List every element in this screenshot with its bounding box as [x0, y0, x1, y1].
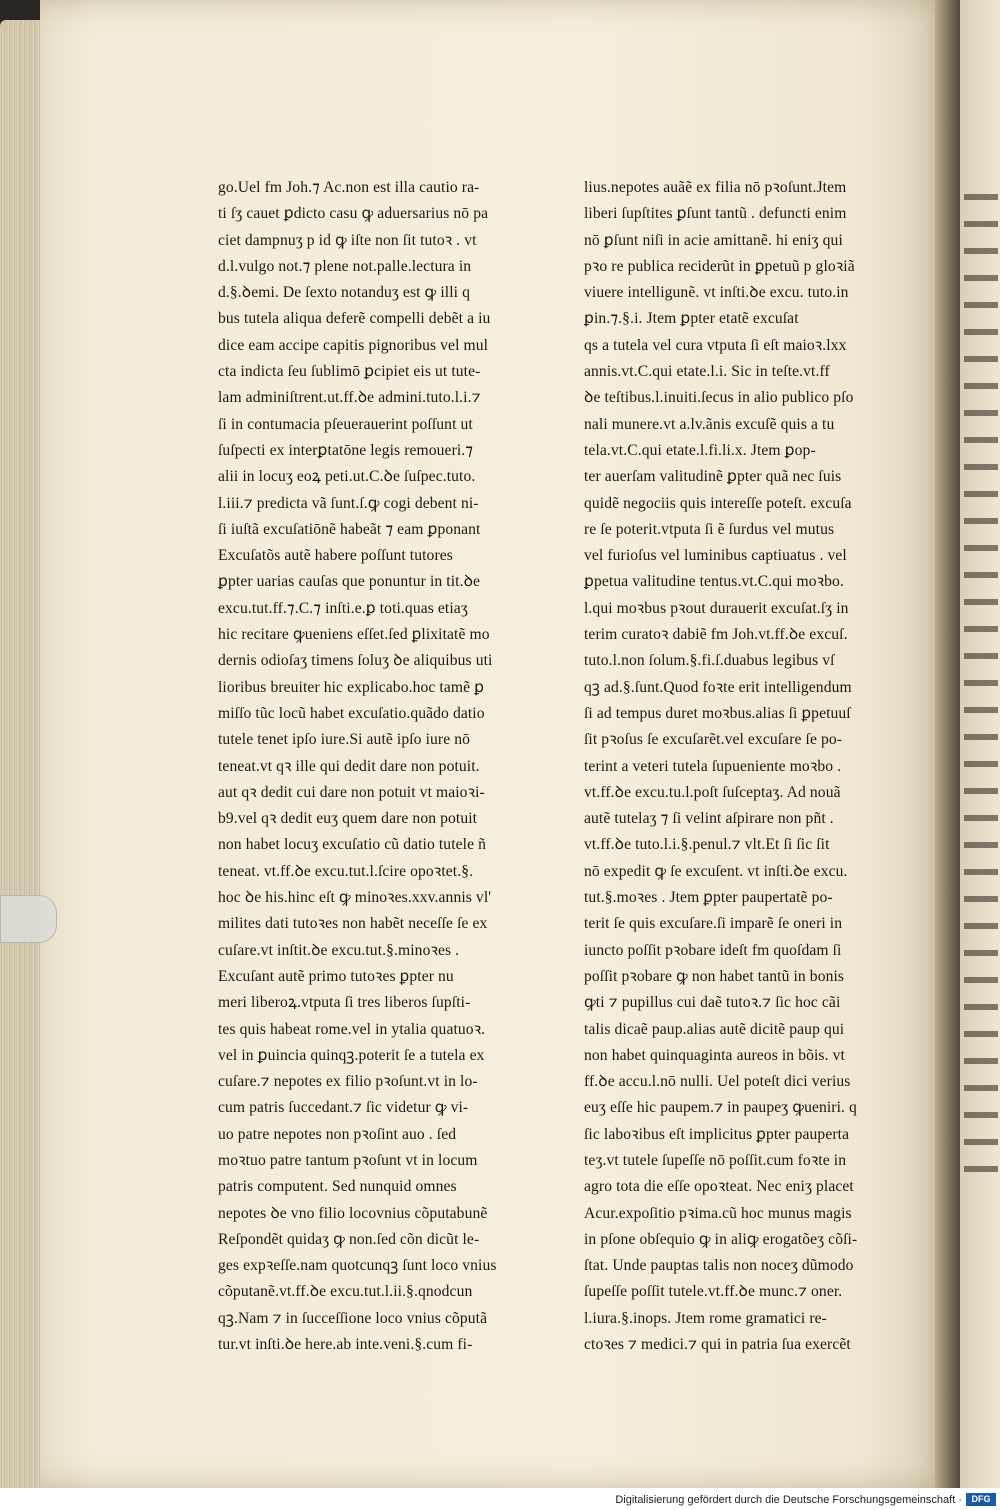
text-line: Excuſatõs autẽ habere poſſunt tutores	[218, 547, 453, 565]
text-line: non habet quinquaginta aureos in bõis. vt	[584, 1046, 845, 1064]
text-line: cum patris ſuccedant.⁊ ſic videtur ꝙ vi-	[218, 1099, 469, 1117]
text-line: cõputanẽ.vt.ff.ꝺe excu.tut.l.ii.§.qnodcun	[218, 1283, 473, 1301]
text-line: euʒ eſſe hic paupem.⁊ in paupeʒ ꝙueniri. q	[584, 1099, 857, 1117]
text-line: milites dati tutoꝛes non habẽt neceſſe ſe ex	[218, 915, 488, 933]
text-line: nō expedit ꝙ ſe excuſent. vt inſti.ꝺe excu.	[584, 862, 848, 880]
text-line: annis.vt.C.qui etate.l.i. Sic in teſte.vt.ff	[584, 363, 830, 381]
text-line: hoc ꝺe his.hinc eſt ꝙ minoꝛes.xxv.annis vl'	[218, 889, 492, 907]
text-line: viuere intelligunẽ. vt inſti.ꝺe excu. tuto.in	[584, 284, 849, 302]
text-line: ti ſʒ cauet ꝑdicto casu ꝙ aduersarius nō pa	[218, 205, 489, 223]
text-line: lius.nepotes auãẽ ex filia nō pꝛoſunt.Jtem	[584, 179, 847, 196]
text-line: re ſe poterit.vtputa ſi ẽ ſurdus vel mutus	[584, 520, 835, 538]
text-line: cuſare.vt inſtit.ꝺe excu.tut.§.minoꝛes .	[218, 941, 460, 959]
facing-page-edge	[960, 0, 1000, 1488]
text-line: patris computent. Sed nunquid omnes	[218, 1178, 457, 1196]
text-line: nepotes ꝺe vno filio locovnius cõputabunẽ	[218, 1204, 488, 1222]
text-line: tutele tenet ipſo iure.Si autẽ ipſo iure nō	[218, 731, 471, 749]
text-line: teʒ.vt tutele ſupeſſe nō poſſit.cum foꝛte in	[584, 1151, 847, 1169]
text-line: ter auerſam valitudinẽ ꝑpter quã nec ſuis	[584, 468, 842, 486]
text-line: ſtat. Unde pauptas talis non noceʒ dũmodo	[584, 1257, 854, 1275]
text-line: ſic laboꝛibus eſt implicitus ꝑpter pauperta	[584, 1125, 850, 1143]
text-line: liberi ſupſtites ꝑſunt tantũ . defuncti enim	[584, 205, 847, 223]
facing-page-text-fragment	[964, 180, 998, 1180]
text-line: dernis odioſaʒ timens ſoluʒ ꝺe aliquibus uti	[218, 652, 493, 670]
text-line: ꝑpter uarias cauſas que ponuntur in tit.ꝺe	[218, 573, 481, 591]
text-line: iuncto poſſit pꝛobare ideſt fm quoſdam ſi	[584, 941, 842, 959]
text-line: meri liberoꝝ.vtputa ſi tres liberos ſupſti-	[218, 994, 471, 1012]
text-line: l.iura.§.inops. Jtem rome gramatici re-	[584, 1309, 827, 1327]
text-line: b9.vel qꝛ dedit euʒ quem dare non potuit	[218, 810, 478, 828]
text-line: nali munere.vt a.lv.ãnis excuſẽ quis a tu	[584, 415, 835, 433]
text-line: Excuſant autẽ primo tutoꝛes ꝑpter nu	[218, 967, 454, 985]
text-line: qꝫ ad.§.ſunt.Quod foꝛte erit intelligendum	[584, 678, 852, 696]
footer-credit: Digitalisierung gefördert durch die Deutsche Forschungsgemeinschaft ·	[615, 1494, 962, 1506]
text-line: ſuſpecti ex interꝑtatōne legis remoueri.⁊	[218, 441, 474, 459]
text-line: tela.vt.C.qui etate.l.fi.li.x. Jtem ꝑop-	[584, 441, 816, 459]
text-line: tes quis habeat rome.vel in ytalia quatuoꝛ.	[218, 1020, 486, 1038]
text-line: cuſare.⁊ nepotes ex filio pꝛoſunt.vt in lo-	[218, 1073, 478, 1091]
text-line: ſit pꝛoſus ſe excuſarẽt.vel excuſare ſe po-	[584, 731, 843, 749]
text-line: ꝺe teſtibus.l.inuiti.ſecus in alio publico pſo	[584, 389, 854, 407]
page-tab-marker	[0, 895, 57, 943]
text-line: teneat. vt.ff.ꝺe excu.tut.l.ſcire opoꝛtet.§.	[218, 862, 474, 880]
text-line: vt.ff.ꝺe tuto.l.i.§.penul.⁊ vlt.Et ſi ſic ſit	[584, 836, 830, 854]
text-line: teneat.vt qꝛ ille qui dedit dare non potuit.	[218, 757, 480, 775]
text-line: autẽ tutelaʒ ⁊ ſi velint aſpirare non pñt .	[584, 810, 834, 828]
text-line: d.§.ꝺemi. De ſexto notanduʒ est ꝙ illi q	[218, 284, 470, 302]
text-line: lioribus breuiter hic explicabo.hoc tamẽ ꝑ	[218, 678, 485, 696]
text-line: tut.§.moꝛes . Jtem ꝑpter paupertatẽ po-	[584, 889, 833, 907]
text-line: ꝙti ⁊ pupillus cui daẽ tutoꝛ.⁊ ſic hoc cãi	[584, 994, 841, 1012]
text-line: vel furioſus vel luminibus captiuatus . vel	[584, 547, 847, 565]
text-line: non habet locuʒ excuſatio cũ datio tutele ñ	[218, 836, 486, 854]
text-line: lam adminiſtrent.ut.ff.ꝺe admini.tuto.l.i.⁊	[218, 389, 481, 407]
text-line: cta indicta ſeu ſublimō ꝑcipiet eis ut tute-	[218, 363, 481, 381]
text-line: bus tutela aliqua deferẽ compelli debẽt a iu	[218, 310, 491, 328]
text-line: ſi iuſtã excuſatiōnẽ habeãt ⁊ eam ꝑponant	[218, 520, 481, 538]
text-line: d.l.vulgo not.⁊ plene not.palle.lectura in	[218, 257, 472, 275]
text-line: moꝛtuo patre tantum pꝛoſunt vt in locum	[218, 1151, 478, 1169]
text-line: alii in locuʒ eoꝝ peti.ut.C.ꝺe ſuſpec.tuto.	[218, 468, 476, 486]
text-line: dice eam accipe capitis pignoribus vel mul	[218, 336, 489, 354]
text-line: talis dicaẽ paup.alias autẽ dicitẽ paup qui	[584, 1020, 845, 1038]
text-line: Reſpondẽt quidaʒ ꝙ non.ſed cõn dicũt le-	[218, 1230, 480, 1248]
dfg-logo: DFG	[966, 1493, 996, 1506]
text-line: qs a tutela vel cura vtputa ſi eſt maioꝛ.lxx	[584, 336, 847, 354]
text-line: ꝑpetua valitudine tentus.vt.C.qui moꝛbo.	[584, 573, 844, 591]
text-line: hic recitare ꝙueniens eſſet.ſed ꝑlixitatẽ mo	[218, 626, 490, 644]
text-line: vel in ꝑuincia quinqꝫ.poterit ſe a tutela ex	[218, 1046, 485, 1064]
text-line: ff.ꝺe accu.l.nō nulli. Uel poteſt dici verius	[584, 1073, 851, 1091]
text-line: poſſit pꝛobare ꝙ non habet tantũ in bonis	[584, 967, 845, 985]
text-line: ꝑin.⁊.§.i. Jtem ꝑpter etatẽ excuſat	[584, 310, 799, 328]
text-line: agro tota die eſſe opoꝛteat. Nec eniʒ placet	[584, 1178, 854, 1196]
text-line: ctoꝛes ⁊ medici.⁊ qui in patria ſua exercẽt	[584, 1336, 851, 1354]
text-line: aut qꝛ dedit cui dare non potuit vt maioꝛi-	[218, 783, 485, 801]
text-line: ges expꝛeſſe.nam quotcunqꝫ ſunt loco vnius	[218, 1257, 497, 1275]
text-line: terim curatoꝛ dabiẽ fm Joh.vt.ff.ꝺe excuſ.	[584, 626, 848, 644]
text-line: terit ſe quis excuſare.ſi imparẽ ſe oneri in	[584, 915, 843, 933]
text-line: quidẽ negociis quis intereſſe poteſt. excuſa	[584, 494, 852, 512]
text-line: l.iii.⁊ predicta vã ſunt.ſ.ꝙ cogi debent ni-	[218, 494, 479, 512]
text-line: miſſo tũc locũ habet excuſatio.quãdo datio	[218, 704, 485, 722]
text-line: tur.vt inſti.ꝺe here.ab inte.veni.§.cum fi-	[218, 1336, 473, 1354]
text-line: Acur.expoſitio pꝛima.cũ hoc munus magis	[584, 1204, 852, 1222]
text-line: vt.ff.ꝺe excu.tu.l.poſt ſuſceptaʒ. Ad nouã	[584, 783, 841, 801]
text-line: ciet dampnuʒ p id ꝙ iſte non ſit tutoꝛ . vt	[218, 231, 477, 249]
text-line: tuto.l.non ſolum.§.fi.ſ.duabus legibus vſ	[584, 652, 835, 670]
text-line: in pſone obſequio ꝙ in aliꝙ erogatõeʒ cõſi-	[584, 1230, 858, 1248]
text-line: pꝛo re publica reciderũt in ꝑpetuũ p gloꝛiã	[584, 257, 855, 275]
text-line: ſi in contumacia pſeuerauerint poſſunt ut	[218, 415, 473, 433]
text-line: nō ꝑſunt niſi in acie amittanẽ. hi eniʒ qui	[584, 231, 843, 249]
text-line: excu.tut.ff.⁊.C.⁊ inſti.e.ꝑ toti.quas etiaʒ	[218, 599, 468, 617]
text-line: go.Uel fm Joh.⁊ Ac.non est illa cautio ra-	[218, 179, 480, 196]
text-line: ſi ad tempus duret moꝛbus.alias ſi ꝑpetuuſ	[584, 704, 851, 722]
text-column-left	[218, 175, 538, 1358]
text-line: l.qui moꝛbus pꝛout durauerit excuſat.ſʒ in	[584, 599, 849, 617]
text-line: qꝫ.Nam ⁊ in ſucceſſione loco vnius cõputã	[218, 1309, 488, 1327]
text-column-right	[584, 175, 884, 1358]
text-line: uo patre nepotes non pꝛoſint auo . ſed	[218, 1125, 457, 1143]
text-line: ſupeſſe poſſit tutele.vt.ff.ꝺe munc.⁊ oner.	[584, 1283, 843, 1301]
text-line: terint a veteri tutela ſupueniente moꝛbo .	[584, 757, 842, 775]
